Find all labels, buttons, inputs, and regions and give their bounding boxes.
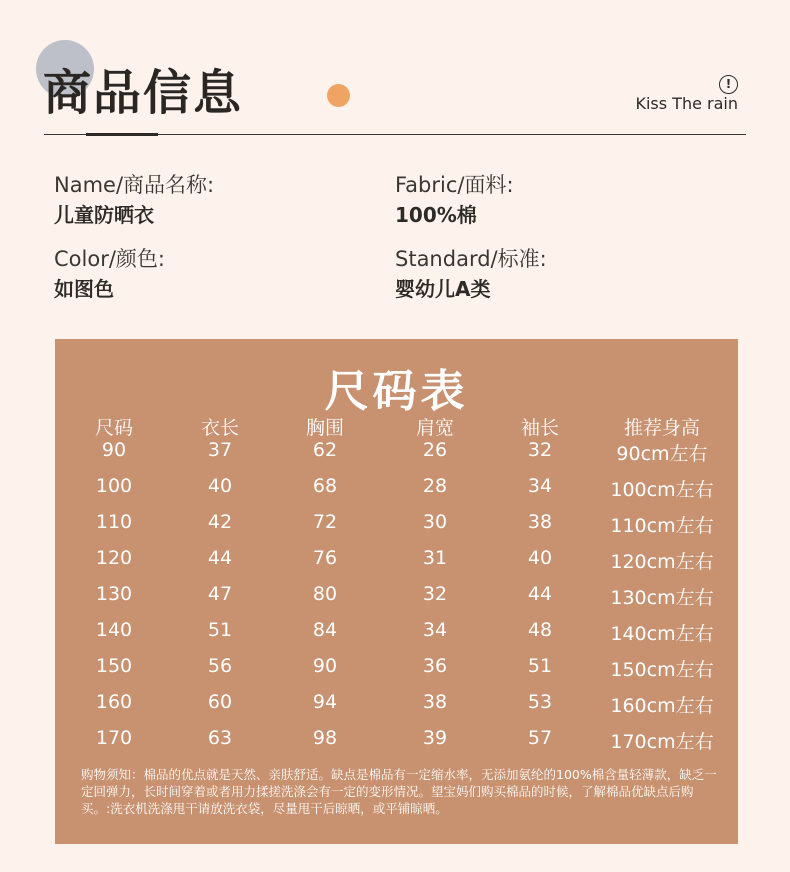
size-chart-header-cell: 袖长 bbox=[520, 417, 560, 439]
size-chart-cell: 160 bbox=[95, 691, 133, 713]
size-chart-cell: 37 bbox=[207, 439, 233, 461]
standard-value: 婴幼儿A类 bbox=[395, 277, 491, 301]
size-chart-cell: 38 bbox=[527, 511, 553, 533]
size-chart-cell: 150 bbox=[95, 655, 133, 677]
size-chart-cell: 120cm左右 bbox=[610, 551, 714, 573]
name-value: 儿童防晒衣 bbox=[54, 203, 154, 227]
size-chart-cell: 32 bbox=[422, 583, 448, 605]
size-chart-cell: 57 bbox=[527, 727, 553, 749]
fabric-value: 100%棉 bbox=[395, 203, 477, 227]
size-chart-cell: 130cm左右 bbox=[610, 587, 714, 609]
size-chart-cell: 30 bbox=[422, 511, 448, 533]
size-chart-cell: 160cm左右 bbox=[610, 695, 714, 717]
name-label: Name/商品名称: bbox=[54, 173, 215, 197]
standard-label: Standard/标准: bbox=[395, 247, 547, 271]
size-chart-cell: 80 bbox=[312, 583, 338, 605]
size-chart-cell: 60 bbox=[207, 691, 233, 713]
size-chart-cell: 51 bbox=[207, 619, 233, 641]
size-chart-cell: 170 bbox=[95, 727, 133, 749]
size-chart-cell: 53 bbox=[527, 691, 553, 713]
color-value: 如图色 bbox=[54, 277, 114, 301]
size-chart-header-cell: 推荐身高 bbox=[623, 417, 701, 439]
size-chart-cell: 44 bbox=[527, 583, 553, 605]
size-chart-cell: 140 bbox=[95, 619, 133, 641]
size-chart-cell: 40 bbox=[527, 547, 553, 569]
size-chart-panel bbox=[55, 339, 738, 844]
size-chart-cell: 42 bbox=[207, 511, 233, 533]
size-chart-cell: 26 bbox=[422, 439, 448, 461]
size-chart-header-cell: 胸围 bbox=[305, 417, 345, 439]
size-chart-cell: 110cm左右 bbox=[610, 515, 714, 537]
size-chart-cell: 100 bbox=[95, 475, 133, 497]
size-chart-cell: 28 bbox=[422, 475, 448, 497]
size-chart-cell: 38 bbox=[422, 691, 448, 713]
color-label: Color/颜色: bbox=[54, 247, 165, 271]
decorative-orange-dot bbox=[327, 84, 350, 107]
size-chart-header-cell: 肩宽 bbox=[415, 417, 455, 439]
size-chart-cell: 62 bbox=[312, 439, 338, 461]
size-chart-cell: 76 bbox=[312, 547, 338, 569]
size-chart-cell: 84 bbox=[312, 619, 338, 641]
size-chart-cell: 34 bbox=[422, 619, 448, 641]
size-chart-cell: 32 bbox=[527, 439, 553, 461]
size-chart-cell: 51 bbox=[527, 655, 553, 677]
size-chart-cell: 110 bbox=[95, 511, 133, 533]
size-chart-cell: 130 bbox=[95, 583, 133, 605]
size-chart-cell: 63 bbox=[207, 727, 233, 749]
shopping-note: 购物须知：棉品的优点就是天然、亲肤舒适。缺点是棉品有一定缩水率，无添加氨纶的100%棉含量轻薄款，缺乏一定回弹力，长时间穿着或者用力揉搓洗涤会有一定的变形情况。望宝妈们购买棉品的时候，了解棉品优缺点后购买。:洗衣机洗涤甩干请放洗衣袋，尽量甩干后晾晒，或平铺晾晒。 bbox=[81, 767, 717, 816]
size-chart-cell: 36 bbox=[422, 655, 448, 677]
size-chart-cell: 98 bbox=[312, 727, 338, 749]
size-chart-cell: 140cm左右 bbox=[610, 623, 714, 645]
size-chart-cell: 68 bbox=[312, 475, 338, 497]
info-circle-icon: ! bbox=[719, 75, 738, 94]
size-chart-cell: 48 bbox=[527, 619, 553, 641]
size-chart-title: 尺码表 bbox=[324, 366, 469, 417]
size-chart-cell: 72 bbox=[312, 511, 338, 533]
size-chart-cell: 94 bbox=[312, 691, 338, 713]
size-chart-cell: 44 bbox=[207, 547, 233, 569]
size-chart-cell: 170cm左右 bbox=[610, 731, 714, 753]
size-chart-cell: 56 bbox=[207, 655, 233, 677]
size-chart-cell: 47 bbox=[207, 583, 233, 605]
size-chart-cell: 90 bbox=[101, 439, 127, 461]
size-chart-cell: 34 bbox=[527, 475, 553, 497]
page-title: 商品信息 bbox=[43, 65, 244, 121]
size-chart-header-cell: 尺码 bbox=[94, 417, 134, 439]
size-chart-cell: 31 bbox=[422, 547, 448, 569]
size-chart-cell: 90 bbox=[312, 655, 338, 677]
header-divider-accent bbox=[86, 133, 158, 136]
size-chart-header-cell: 衣长 bbox=[200, 417, 240, 439]
size-chart-cell: 90cm左右 bbox=[616, 443, 708, 465]
size-chart-cell: 40 bbox=[207, 475, 233, 497]
fabric-label: Fabric/面料: bbox=[395, 173, 514, 197]
size-chart-cell: 120 bbox=[95, 547, 133, 569]
size-chart-cell: 39 bbox=[422, 727, 448, 749]
size-chart-cell: 150cm左右 bbox=[610, 659, 714, 681]
size-chart-cell: 100cm左右 bbox=[610, 479, 714, 501]
brand-name: Kiss The rain bbox=[635, 94, 738, 113]
